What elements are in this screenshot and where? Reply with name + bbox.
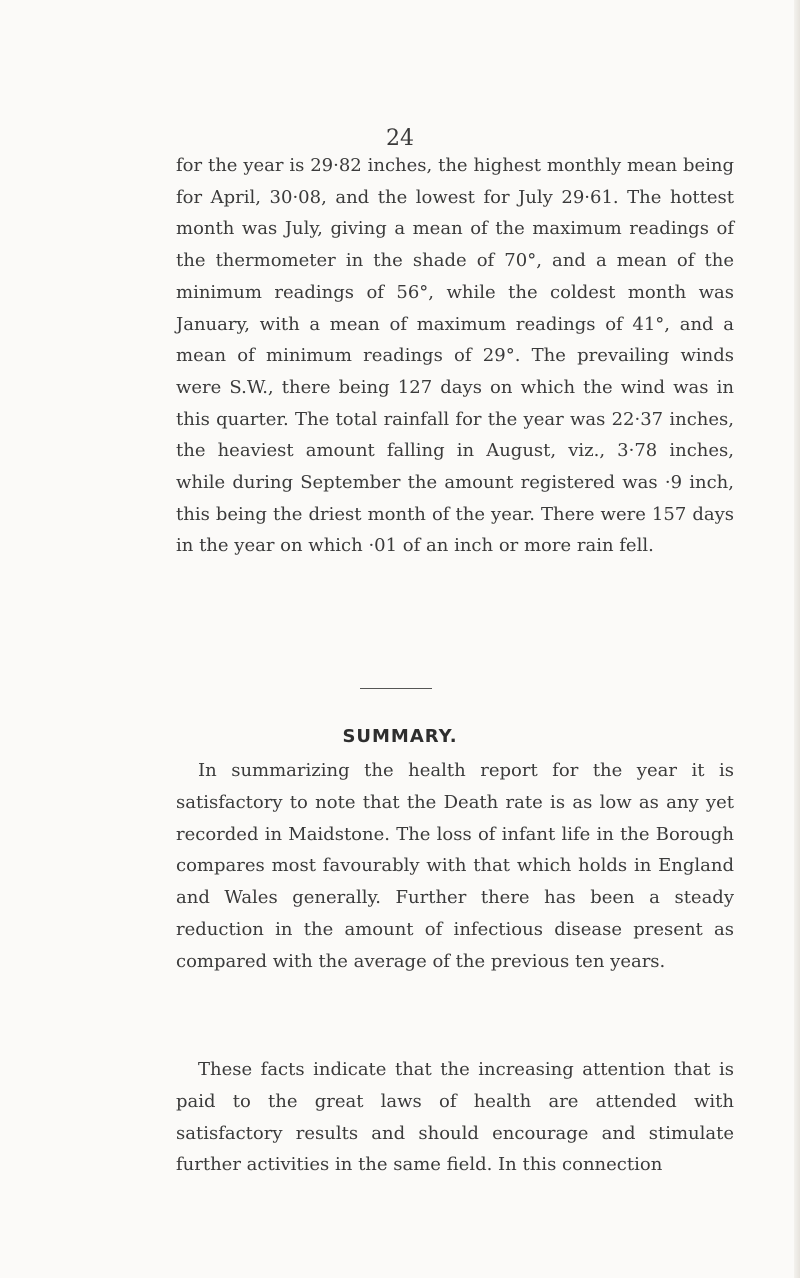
section-divider [360, 688, 432, 689]
weather-paragraph: for the year is 29·82 inches, the highest monthly mean being for April, 30·08, and the lowest for July 29·61. The hottest month was July, giving a mean of the maximum readings of the thermometer in the shade of 70°, and a mean of the minimum readings of 56°, while the coldest month was January, with a mean of maximum readings of 41°, and a mean of minimum readings of 29°. The prevailing winds were S.W., there being 127 days on which the wind was in this quarter. The total rainfall for the year was 22·37 inches, the heaviest amount falling in August, viz., 3·78 inches, while during September the amount registered was ·9 inch, this being the driest month of the year. There were 157 days in the year on which ·01 of an inch or more rain fell. [176, 155, 734, 557]
page-number: 24 [386, 126, 414, 151]
summary-paragraph: In summarizing the health report for the year it is satisfactory to note that the Death rate is as low as any yet recorded in Maidstone. The loss of infant life in the Borough compares most favourably with that which holds in England and Wales generally. Further there has been a steady reduction in the amount of infectious disease present as compared with the average of the previous ten years. [176, 760, 734, 972]
facts-paragraph: These facts indicate that the increasing attention that is paid to the great laws of health are attended with satisfactory results and should encourage and stimulate further activities in the same field. In this connection [176, 1059, 734, 1176]
summary-heading: SUMMARY. [342, 726, 458, 747]
page-edge [794, 0, 800, 1278]
